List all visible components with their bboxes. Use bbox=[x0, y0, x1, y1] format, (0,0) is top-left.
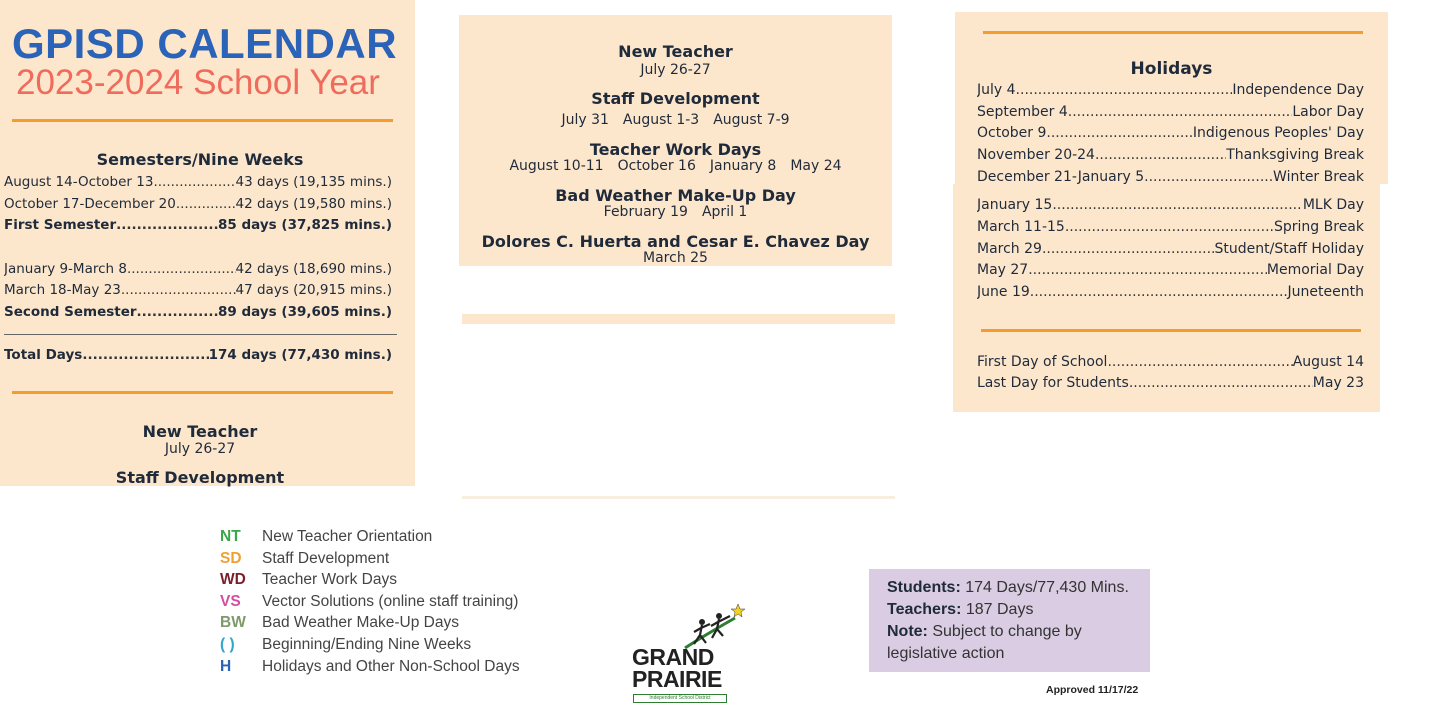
holidays-heading: Holidays bbox=[1130, 59, 1213, 79]
summary-note-box bbox=[869, 569, 1150, 672]
calendar-title: GPISD CALENDAR bbox=[12, 20, 398, 67]
note-line: Note: Subject to change by bbox=[887, 623, 1082, 640]
first-day-row: First Day of School ..... August 14 bbox=[977, 354, 1364, 370]
empty-strip bbox=[462, 496, 895, 499]
huerta-chavez-heading: Dolores C. Huerta and Cesar E. Chavez Day bbox=[481, 232, 870, 251]
total-days-row: Total Days ..... 174 days (77,430 mins.) bbox=[4, 347, 392, 363]
holiday-row: March 29 ..... Student/Staff Holiday bbox=[977, 241, 1364, 257]
work-days-heading: Teacher Work Days bbox=[589, 140, 762, 159]
semester-total-row: Second Semester ..... 89 days (39,605 mins.) bbox=[4, 304, 392, 320]
events-panel bbox=[459, 15, 892, 266]
bad-weather-heading: Bad Weather Make-Up Day bbox=[555, 186, 796, 205]
bad-weather-dates: February 19 April 1 bbox=[603, 204, 748, 220]
huerta-chavez-date: March 25 bbox=[643, 250, 708, 266]
note-line-continued: legislative action bbox=[887, 645, 1005, 662]
total-divider bbox=[4, 334, 397, 335]
approved-date: Approved 11/17/22 bbox=[1046, 684, 1139, 696]
holiday-row: January 15 ..... MLK Day bbox=[977, 197, 1364, 213]
legend-item-sd: SD Staff Development bbox=[220, 550, 390, 567]
staff-development-dates: July 31 August 1-3 August 7-9 bbox=[561, 112, 790, 128]
legend-item-nt: NT New Teacher Orientation bbox=[220, 528, 433, 545]
divider bbox=[12, 119, 393, 122]
logo-district: Independent School District bbox=[633, 694, 727, 703]
semester-total-row: First Semester ..... 85 days (37,825 mins.) bbox=[4, 217, 392, 233]
legend-item-bw: BW Bad Weather Make-Up Days bbox=[220, 614, 459, 631]
holiday-row: May 27 ..... Memorial Day bbox=[977, 262, 1364, 278]
teachers-line: Teachers: 187 Days bbox=[887, 601, 1034, 618]
semester-row: August 14-October 13 ..... 43 days (19,135 mins.) bbox=[4, 174, 392, 190]
holiday-row: September 4 ..... Labor Day bbox=[977, 104, 1364, 120]
semesters-panel bbox=[0, 0, 415, 486]
new-teacher-heading: New Teacher bbox=[142, 422, 258, 441]
semesters-heading: Semesters/Nine Weeks bbox=[96, 150, 304, 169]
staff-development-heading: Staff Development bbox=[115, 468, 285, 487]
holiday-row: November 20-24 ..... Thanksgiving Break bbox=[977, 147, 1364, 163]
semester-row: March 18-May 23 ..... 47 days (20,915 mins.) bbox=[4, 282, 392, 298]
new-teacher-heading: New Teacher bbox=[618, 42, 733, 61]
divider bbox=[983, 31, 1363, 34]
grand-prairie-logo bbox=[630, 600, 750, 705]
holiday-row: December 21-January 5 ..... Winter Break bbox=[977, 169, 1364, 185]
holiday-row: March 11-15 ..... Spring Break bbox=[977, 219, 1364, 235]
holiday-row: June 19 ..... Juneteenth bbox=[977, 284, 1364, 300]
semester-row: January 9-March 8 ..... 42 days (18,690 mins.) bbox=[4, 261, 392, 277]
legend-item-wd: WD Teacher Work Days bbox=[220, 571, 397, 588]
new-teacher-dates: July 26-27 bbox=[640, 62, 711, 78]
holiday-row: July 4 ..... Independence Day bbox=[977, 82, 1364, 98]
students-line: Students: 174 Days/77,430 Mins. bbox=[887, 579, 1129, 596]
new-teacher-dates: July 26-27 bbox=[164, 441, 236, 457]
holiday-row: October 9 ..... Indigenous Peoples' Day bbox=[977, 125, 1364, 141]
staff-development-heading: Staff Development bbox=[591, 89, 760, 108]
climbers-icon bbox=[630, 600, 750, 650]
work-days-dates: August 10-11 October 16 January 8 May 24 bbox=[509, 158, 842, 174]
legend-item-holidays: H Holidays and Other Non-School Days bbox=[220, 658, 520, 675]
logo-word-prairie: PRAIRIE bbox=[632, 666, 722, 692]
divider bbox=[12, 391, 393, 394]
logo-word-grand: GRAND bbox=[632, 644, 714, 670]
empty-strip bbox=[462, 314, 895, 324]
divider bbox=[981, 329, 1361, 332]
legend-item-nine-weeks: ( ) Beginning/Ending Nine Weeks bbox=[220, 636, 472, 653]
last-day-row: Last Day for Students ..... May 23 bbox=[977, 375, 1364, 391]
semester-row: October 17-December 20 ..... 42 days (19,580 mins.) bbox=[4, 196, 392, 212]
school-year-subtitle: 2023-2024 School Year bbox=[16, 63, 380, 102]
legend-item-vs: VS Vector Solutions (online staff training) bbox=[220, 593, 519, 610]
